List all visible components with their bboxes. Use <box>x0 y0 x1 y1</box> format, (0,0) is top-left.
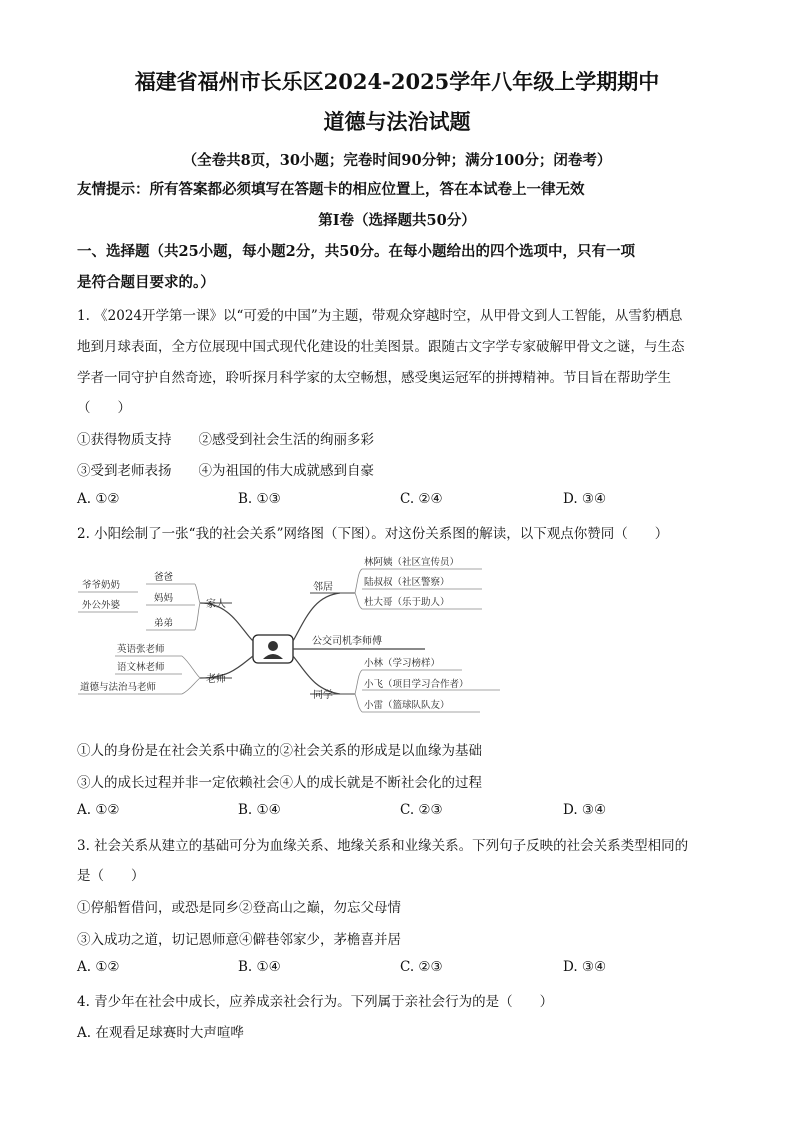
node-grandparents-paternal: 爷爷奶奶 <box>82 580 121 591</box>
social-relations-diagram <box>70 548 520 728</box>
node-father: 爸爸 <box>154 572 174 583</box>
q2-option-b: B. ①④ <box>238 802 281 818</box>
q3-stem-line2: 是（ ） <box>77 868 145 884</box>
section-heading-line1: 一、选择题（共25小题，每小题2分，共50分。在每小题给出的四个选项中，只有一项 <box>77 243 635 260</box>
q1-option-c: C. ②④ <box>400 491 443 507</box>
node-brother: 弟弟 <box>154 618 174 629</box>
q2-option-d: D. ③④ <box>563 802 607 818</box>
q2-option-a: A. ①② <box>77 802 120 818</box>
exam-title-line2: 道德与法治试题 <box>323 109 471 134</box>
q1-option-b: B. ①③ <box>238 491 281 507</box>
q1-stem-line1: 1. 《2024开学第一课》以“可爱的中国”为主题，带观众穿越时空，从甲骨文到人工智能，从雪豹栖息 <box>77 308 683 324</box>
node-neighbor: 邻居 <box>313 582 333 593</box>
q1-option-d: D. ③④ <box>563 491 607 507</box>
node-neighbor-lin: 林阿姨（社区宣传员） <box>364 557 460 568</box>
q2-stem: 2. 小阳绘制了一张“我的社会关系”网络图（下图）。对这份关系图的解读，以下观点你赞同（ ） <box>77 526 669 542</box>
q3-item-line1: ①停船暂借问，或恐是同乡②登高山之巅，勿忘父母情 <box>77 900 401 916</box>
q1-item-line1: ①获得物质支持 ②感受到社会生活的绚丽多彩 <box>77 432 374 448</box>
q3-option-d: D. ③④ <box>563 959 607 975</box>
q1-stem-line2: 地到月球表面，全方位展现中国式现代化建设的壮美图景。跟随古文字学专家破解甲骨文之谜，与生态 <box>77 339 685 355</box>
node-classmate: 同学 <box>313 690 333 701</box>
q3-option-c: C. ②③ <box>400 959 443 975</box>
node-classmate-fei: 小飞（项目学习合作者） <box>364 679 469 690</box>
q3-item-line2: ③入成功之道，切记恩师意④僻巷邻家少，茅檐喜并居 <box>77 932 401 948</box>
q1-option-a: A. ①② <box>77 491 120 507</box>
q1-stem-line3: 学者一同守护自然奇迹，聆听探月科学家的太空畅想，感受奥运冠军的拼搏精神。节目旨在帮助学生 <box>77 370 671 386</box>
q4-stem: 4. 青少年在社会中成长，应养成亲社会行为。下列属于亲社会行为的是（ ） <box>77 994 554 1010</box>
node-teacher: 老师 <box>206 674 226 685</box>
node-morality-teacher: 道德与法治马老师 <box>80 682 157 693</box>
node-classmate-lin: 小林（学习榜样） <box>364 658 441 669</box>
q3-stem-line1: 3. 社会关系从建立的基础可分为血缘关系、地缘关系和业缘关系。下列句子反映的社会关系类型相同的 <box>77 838 689 854</box>
q1-item-line2: ③受到老师表扬 ④为祖国的伟大成就感到自豪 <box>77 463 374 479</box>
section-heading-line2: 是符合题目要求的。） <box>77 274 215 291</box>
node-grandparents-maternal: 外公外婆 <box>82 600 121 611</box>
q1-stem-line4: （ ） <box>77 400 131 416</box>
friendly-tip: 友情提示：所有答案都必须填写在答题卡的相应位置上，答在本试卷上一律无效 <box>77 181 585 198</box>
q4-option-a: A. 在观看足球赛时大声喧哗 <box>77 1025 244 1041</box>
node-mother: 妈妈 <box>154 593 174 604</box>
exam-title-line1: 福建省福州市长乐区2024-2025学年八年级上学期期中 <box>134 69 660 94</box>
node-chinese-teacher: 语文林老师 <box>117 662 165 673</box>
node-neighbor-lu: 陆叔叔（社区警察） <box>364 577 450 588</box>
q2-item-line2: ③人的成长过程并非一定依赖社会④人的成长就是不断社会化的过程 <box>77 775 482 791</box>
q2-item-line1: ①人的身份是在社会关系中确立的②社会关系的形成是以血缘为基础 <box>77 743 482 759</box>
node-neighbor-du: 杜大哥（乐于助人） <box>364 597 450 608</box>
q3-option-a: A. ①② <box>77 959 120 975</box>
node-family: 家人 <box>206 599 226 610</box>
volume-heading: 第Ⅰ卷（选择题共50分） <box>318 212 476 229</box>
q2-option-c: C. ②③ <box>400 802 443 818</box>
node-classmate-lei: 小雷（篮球队队友） <box>364 700 450 711</box>
q3-option-b: B. ①④ <box>238 959 281 975</box>
node-english-teacher: 英语张老师 <box>117 644 165 655</box>
node-bus-driver: 公交司机李师傅 <box>312 636 382 647</box>
exam-info: （全卷共8页，30小题；完卷时间90分钟；满分100分；闭卷考） <box>182 152 612 169</box>
